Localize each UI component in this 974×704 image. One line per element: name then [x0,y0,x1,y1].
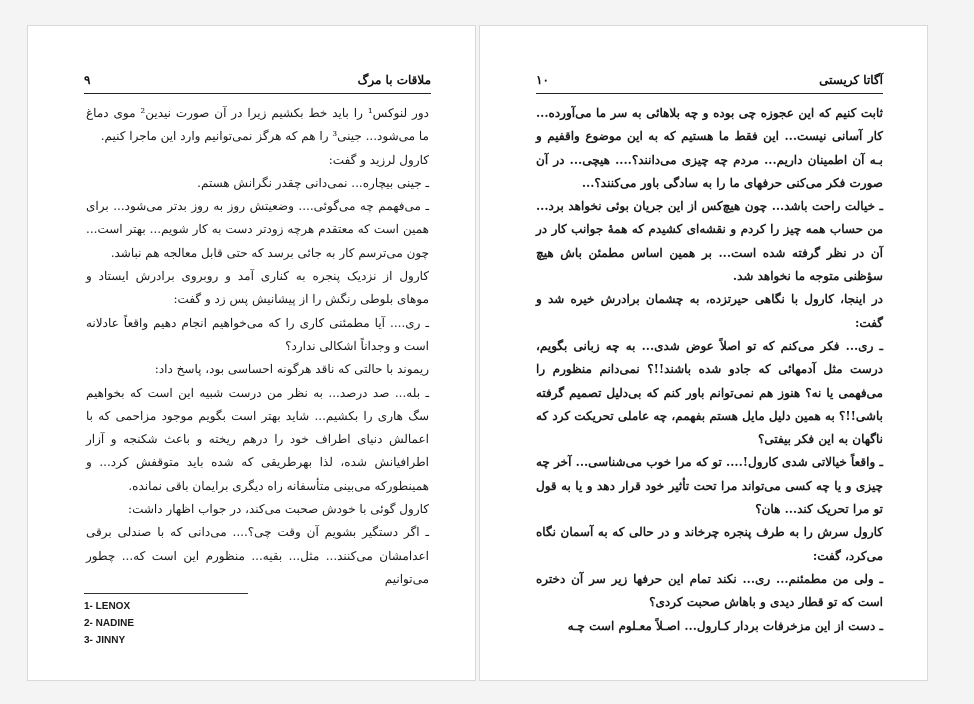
footnote-item: 3- JINNY [84,635,126,646]
left-page-number: ۹ [84,73,91,87]
paragraph: ـ می‌فهمم چه می‌گوئی.... وضعیتش روز به روز بدتر می‌شود... برای همین است که معتقدم هرچه زودتر دست به کار شویم... بهتر است... چون می‌ترسم کار به جائی برسد که حتی قابل معالجه هم نباشد. [86,199,429,260]
left-page-body [86,102,429,591]
paragraph: ریموند با حالتی که ناقد هرگونه احساسی بود، پاسخ داد: [154,362,429,377]
paragraph: کارول لرزید و گفت: [328,152,429,167]
right-page-header-title: آگاتا کریستی [819,73,883,87]
footnotes [84,598,134,649]
right-page-body [536,102,883,638]
right-page [479,25,928,681]
right-page-number: ۱۰ [536,73,549,87]
paragraph: دور لنوکس¹ را باید خط بکشیم زیرا در آن صورت نیدین² موی دماغ ما می‌شود... جینی³ را هم که هرگز نمی‌توانیم وارد این ماجرا کنیم. [86,106,429,144]
paragraph: کارول سرش را به طرف پنجره چرخاند و در حالی که به آسمان نگاه می‌کرد، گفت: [536,525,883,563]
paragraph: ـ اگر دستگیر بشویم آن وقت چی؟.... می‌دانی که با صندلی برقی اعدامشان می‌کنند... مثل... بقیه... منظورم این است که... چطور می‌توانیم [86,525,429,586]
paragraph: ثابت کنیم که این عجوزه چی بوده و چه بلاهائی به سر ما می‌آورده... کار آسانی نیست... این فقط ما هستیم که به این موضوع واقفیم و بـه آن اطمینان داریم... مردم چه چیزی می‌دانند؟.... هیچی... در آن صورت فکر می‌کنی حرفهای ما را به سادگی باور می‌کنند؟... [536,106,883,190]
footnote-divider [84,593,248,594]
right-page-header [536,73,883,94]
paragraph: ـ ولی من مطمئنم... ری... نکند تمام این حرفها زیر سر آن دختره است که تو قطار دیدی و باهاش صحبت کردی؟ [536,571,883,610]
paragraph: ـ ری.... آیا مطمئنی کاری را که می‌خواهیم انجام دهیم واقعاً عادلانه است و وجداناً اشکالی ندارد؟ [86,315,429,353]
footnote-item: 1- LENOX [84,601,131,612]
paragraph: ـ بله... صد درصد... به نظر من درست شبیه این است که بخواهیم سگ هاری را بکشیم... شاید بهتر است بگویم موجود مزاحمی که با اعمالش دنیای اطراف خود را درهم ریخته و باعث شکنجه و آزار اطرافیانش شده، لذا بهرطریقی که شده باید متوقفش کرد... و همینطورکه می‌بینی متأسفانه راه دیگری برایمان باقی نمانده. [86,385,429,493]
paragraph: ـ دست از این مزخرفات بردار کـارول... اصـلاً معـلوم است چـه [567,618,883,633]
paragraph: کارول از نزدیک پنجره به کناری آمد و روبروی برادرش ایستاد و موهای بلوطی رنگش را از پیشانیش پس زد و گفت: [86,269,429,307]
paragraph: ـ ری... فکر می‌کنم که تو اصلاً عوض شدی... به چه زبانی بگویم، درست مثل آدمهائی که جادو شده باشند!!؟ نمی‌دانم منظورم را می‌فهمی یا نه؟ هنوز هم نمی‌توانم باور کنم که بی‌دلیل تصمیم گرفته باشی!!؟ به همین دلیل مایل هستم بفهمم، چه عاملی تحریکت کرد که ناگهان به این فکر بیفتی؟ [536,338,883,447]
left-page [27,25,476,681]
left-page-header [84,73,431,94]
paragraph: ـ جینی بیچاره... نمی‌دانی چقدر نگرانش هستم. [197,175,429,190]
paragraph: در اینجا، کارول با نگاهی حیرتزده، به چشمان برادرش خیره شد و گفت: [536,292,883,330]
left-page-header-title: ملاقات با مرگ [357,73,431,87]
paragraph: ـ واقعاً خیالاتی شدی کارول!.... تو که مرا خوب می‌شناسی... آخر چه چیزی و یا چه کسی می‌تواند مرا تحت تأثیر خود قرار دهد و یا به قول تو مرا تحریک کند... هان؟ [536,455,883,517]
footnote-item: 2- NADINE [84,618,135,629]
paragraph: کارول گوئی با خودش صحبت می‌کند، در جواب اظهار داشت: [128,502,429,517]
paragraph: ـ خیالت راحت باشد... چون هیچ‌کس از این جریان بوئی نخواهد برد... من حساب همه چیز را کردم و نقشه‌ای کشیدم که همهٔ جوانب کار در آن در نظر گرفته شده است... بر همین اساس مطمئن باش هیچ سؤظنی متوجه ما نخواهد شد. [536,199,883,284]
